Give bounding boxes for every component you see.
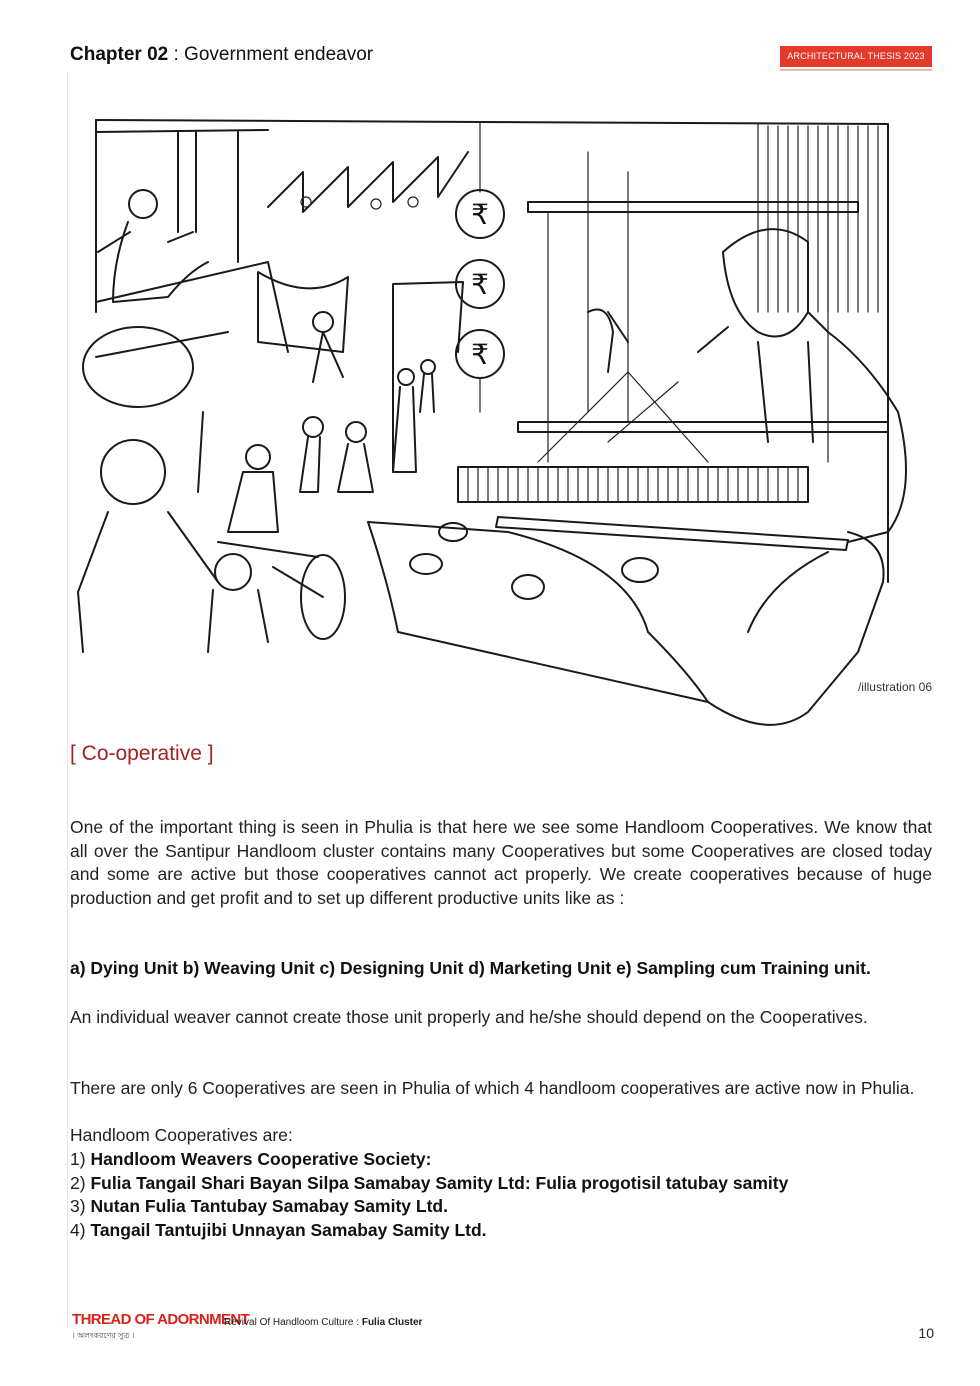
frame-lines xyxy=(96,120,888,582)
footer-brand-subtitle: । অলংকরণের সুত্র । xyxy=(72,1331,135,1340)
rupee-symbol-2: ₹ xyxy=(471,268,489,301)
paragraph-individual-weaver: An individual weaver cannot create those unit properly and he/she should depend on the Cooperatives. xyxy=(70,1007,868,1027)
sari-drape xyxy=(708,532,884,725)
balcony-building xyxy=(96,130,288,357)
units-list: a) Dying Unit b) Weaving Unit c) Designing Unit d) Marketing Unit e) Sampling cum Training unit. xyxy=(70,958,871,978)
crowd-figures xyxy=(300,312,435,492)
badge-underline xyxy=(780,69,932,71)
bunting-flags xyxy=(268,152,468,212)
list-item: 2) Fulia Tangail Shari Bayan Silpa Samabay Samity Ltd: Fulia progotisil tatubay samity xyxy=(70,1172,789,1193)
shop-stall xyxy=(393,282,463,472)
illustration-caption: /illustration 06 xyxy=(857,680,932,694)
handloom xyxy=(458,152,888,550)
footer-subtitle: Revival Of Handloom Culture : Fulia Cluster xyxy=(224,1317,423,1328)
list-item: 4) Tangail Tantujibi Unnayan Samabay Samity Ltd. xyxy=(70,1219,487,1240)
chapter-title: : Government endeavor xyxy=(168,44,374,65)
footer-brand-logo: THREAD OF ADORNMENT xyxy=(72,1311,250,1328)
list-item: 3) Nutan Fulia Tantubay Samabay Samity Ltd. xyxy=(70,1196,448,1216)
window-shutters xyxy=(758,124,878,312)
rupee-symbol-1: ₹ xyxy=(471,198,489,231)
section-title: [ Co-operative ] xyxy=(70,742,214,765)
list-item: 1) Handloom Weavers Cooperative Society: xyxy=(70,1149,432,1169)
rupee-symbol-3: ₹ xyxy=(471,338,489,371)
paragraph-intro: One of the important thing is seen in Phulia is that here we see some Handloom Cooperatives. We know that all over the Santipur Handloom cluster contains many Cooperatives but some Cooperatives are closed today and some are active but those cooperatives cannot act properly. We create cooperatives because of huge production and get profit and to set up different productive units like as : xyxy=(70,817,932,908)
hanging-rupee-coins xyxy=(456,122,504,412)
thesis-badge: ARCHITECTURAL THESIS 2023 xyxy=(780,46,932,67)
page-number: 10 xyxy=(918,1325,934,1341)
woman-with-basket xyxy=(78,327,218,652)
woman-on-balcony xyxy=(98,190,208,302)
chapter-heading xyxy=(70,44,373,66)
chapter-number: Chapter 02 xyxy=(70,44,169,65)
hanging-cloth xyxy=(258,272,348,352)
illustration-weaving-market xyxy=(68,112,928,742)
man-with-bicycle xyxy=(208,445,345,652)
paragraph-cooperative-count: There are only 6 Cooperatives are seen in Phulia of which 4 handloom cooperatives are active now in Phulia. xyxy=(70,1078,915,1098)
list-intro: Handloom Cooperatives are: xyxy=(70,1125,293,1145)
illustration-sketch xyxy=(68,112,928,742)
woven-fabric xyxy=(368,522,708,702)
cooperatives-list xyxy=(70,1148,788,1242)
